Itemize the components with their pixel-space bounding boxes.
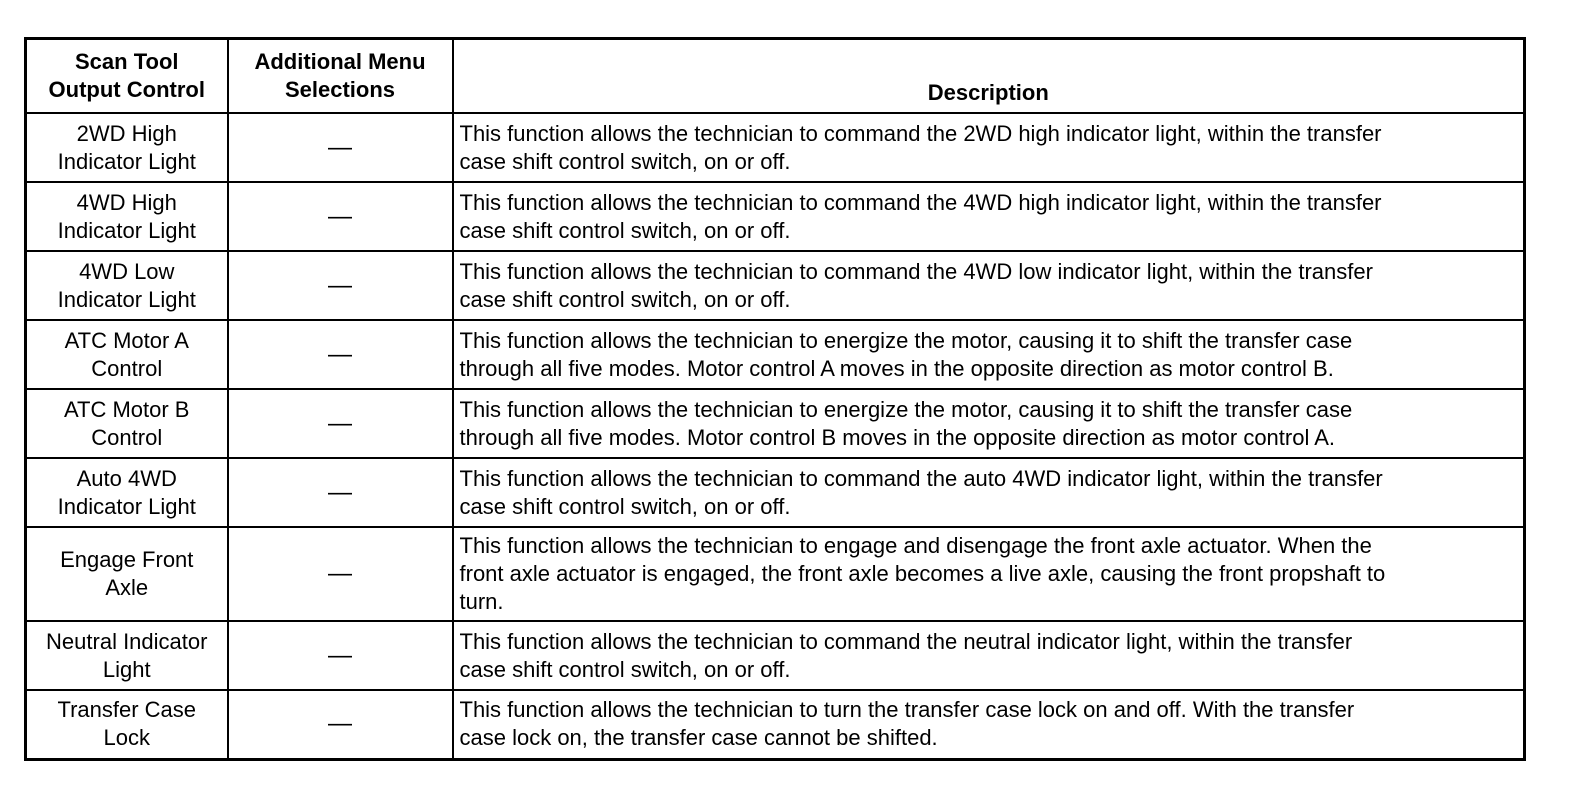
menu-selection-cell: — xyxy=(228,527,453,621)
table-row xyxy=(26,458,1525,527)
header-description: Description xyxy=(453,39,1525,114)
description-cell: This function allows the technician to energize the motor, causing it to shift the transfer case through all five modes. Motor control A moves in the opposite direction as motor control B. xyxy=(453,320,1525,389)
menu-selection-cell: — xyxy=(228,458,453,527)
table-row xyxy=(26,113,1525,182)
menu-selection-cell: — xyxy=(228,113,453,182)
description-cell: This function allows the technician to engage and disengage the front axle actuator. When the front axle actuator is engaged, the front axle becomes a live axle, causing the front propshaft to turn. xyxy=(453,527,1525,621)
description-cell: This function allows the technician to command the 2WD high indicator light, within the transfer case shift control switch, on or off. xyxy=(453,113,1525,182)
header-row xyxy=(26,39,1525,114)
menu-selection-cell: — xyxy=(228,182,453,251)
table-row xyxy=(26,527,1525,621)
description-cell: This function allows the technician to command the 4WD low indicator light, within the transfer case shift control switch, on or off. xyxy=(453,251,1525,320)
table-row xyxy=(26,621,1525,690)
header-menu-selections: Additional Menu Selections xyxy=(228,39,453,114)
description-cell: This function allows the technician to energize the motor, causing it to shift the transfer case through all five modes. Motor control B moves in the opposite direction as motor control A. xyxy=(453,389,1525,458)
output-control-cell: 4WD Low Indicator Light xyxy=(26,251,228,320)
table-row xyxy=(26,182,1525,251)
menu-selection-cell: — xyxy=(228,690,453,759)
description-cell: This function allows the technician to turn the transfer case lock on and off. With the transfer case lock on, the transfer case cannot be shifted. xyxy=(453,690,1525,759)
menu-selection-cell: — xyxy=(228,251,453,320)
table-row xyxy=(26,389,1525,458)
output-control-cell: Transfer Case Lock xyxy=(26,690,228,759)
output-control-cell: ATC Motor A Control xyxy=(26,320,228,389)
output-control-table xyxy=(24,37,1526,761)
table-row xyxy=(26,690,1525,759)
menu-selection-cell: — xyxy=(228,389,453,458)
output-control-cell: ATC Motor B Control xyxy=(26,389,228,458)
header-output-control: Scan Tool Output Control xyxy=(26,39,228,114)
output-control-cell: 4WD High Indicator Light xyxy=(26,182,228,251)
output-control-cell: Auto 4WD Indicator Light xyxy=(26,458,228,527)
description-cell: This function allows the technician to command the auto 4WD indicator light, within the transfer case shift control switch, on or off. xyxy=(453,458,1525,527)
description-cell: This function allows the technician to command the neutral indicator light, within the transfer case shift control switch, on or off. xyxy=(453,621,1525,690)
output-control-cell: 2WD High Indicator Light xyxy=(26,113,228,182)
output-control-cell: Neutral Indicator Light xyxy=(26,621,228,690)
menu-selection-cell: — xyxy=(228,320,453,389)
table-header xyxy=(26,39,1525,114)
description-cell: This function allows the technician to command the 4WD high indicator light, within the transfer case shift control switch, on or off. xyxy=(453,182,1525,251)
output-control-cell: Engage Front Axle xyxy=(26,527,228,621)
menu-selection-cell: — xyxy=(228,621,453,690)
table-row xyxy=(26,251,1525,320)
table-row xyxy=(26,320,1525,389)
